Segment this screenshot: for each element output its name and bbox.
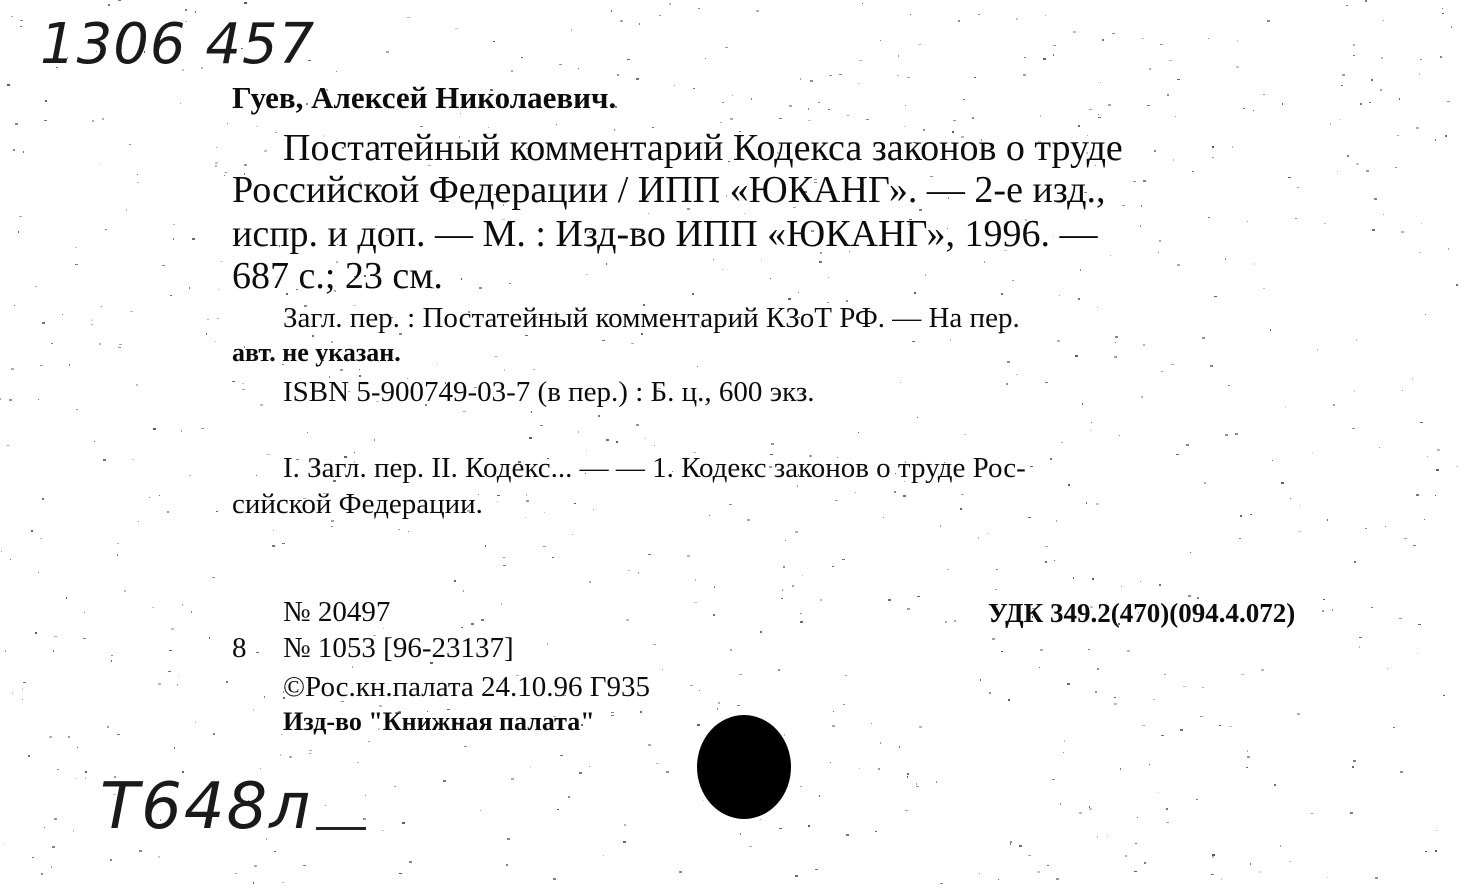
handwritten-underline [316,827,366,830]
registration-number: № 20497 [283,596,391,628]
author-heading: Гуев, Алексей Николаевич. [232,80,617,115]
title-line-3: испр. и доп. — М. : Изд-во ИПП «ЮКАНГ», 1996. — [232,213,1098,255]
card-count: 8 [232,632,247,664]
note-line-1: Загл. пер. : Постатейный комментарий КЗоТ РФ. — На пер. [283,302,1020,334]
record-number: № 1053 [96-23137] [283,632,514,664]
title-line-1: Постатейный комментарий Кодекса законов о труде [283,127,1123,169]
handwritten-call-number: Т648л [100,770,313,844]
isbn-line: ISBN 5-900749-03-7 (в пер.) : Б. ц., 600 экз. [283,376,815,408]
title-line-2: Российской Федерации / ИПП «ЮКАНГ». — 2-е изд., [232,169,1106,211]
tracing-line-2: сийской Федерации. [232,488,483,520]
note-line-2: авт. не указан. [232,338,401,367]
handwritten-shelf-number: 1306 457 [40,12,316,77]
copyright-line: ©Рос.кн.палата 24.10.96 Г935 [283,671,651,703]
punch-hole [697,715,791,819]
title-line-4: 687 с.; 23 см. [232,255,443,297]
publisher-line: Изд-во "Книжная палата" [283,707,595,736]
tracing-line-1: I. Загл. пер. II. Кодекс... — — 1. Кодекс законов о труде Рос- [283,452,1026,484]
udk-classification: УДК 349.2(470)(094.4.072) [988,598,1296,628]
